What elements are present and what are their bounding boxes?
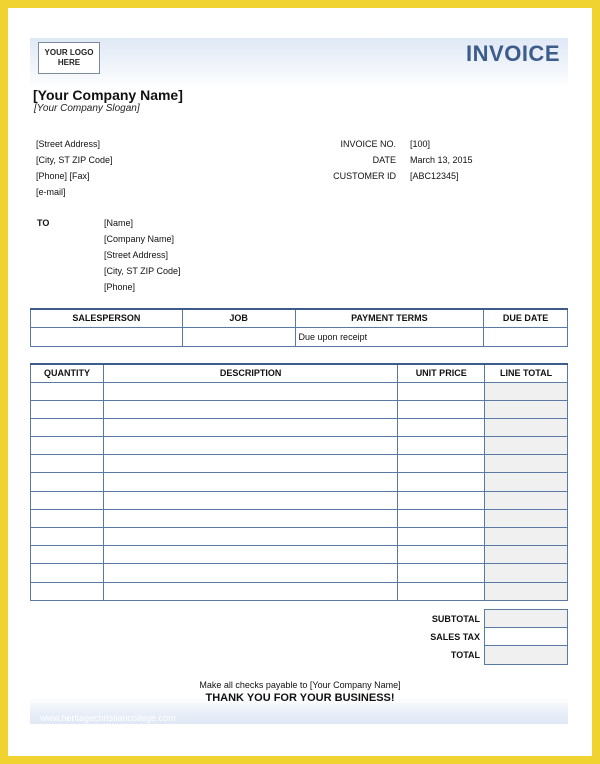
checks-payable-note: Make all checks payable to [Your Company Name] xyxy=(199,680,401,690)
unit-price-cell[interactable] xyxy=(398,473,485,491)
quantity-cell[interactable] xyxy=(31,455,104,473)
total-value[interactable] xyxy=(485,646,568,664)
items-table xyxy=(30,363,568,601)
item-row xyxy=(31,509,568,527)
logo-line-1: YOUR LOGO xyxy=(44,48,94,57)
invoice-page xyxy=(8,8,592,756)
job-header: JOB xyxy=(182,309,295,327)
terms-row xyxy=(31,327,568,346)
item-row xyxy=(31,382,568,400)
item-row xyxy=(31,564,568,582)
invoice-meta-labels xyxy=(333,136,396,184)
date-value: March 13, 2015 xyxy=(410,155,473,165)
sender-email: [e-mail] xyxy=(36,187,66,197)
unit-price-cell[interactable] xyxy=(398,455,485,473)
unit-price-cell[interactable] xyxy=(398,491,485,509)
recipient-phone: [Phone] xyxy=(104,282,136,292)
quantity-header: QUANTITY xyxy=(31,364,104,382)
quantity-cell[interactable] xyxy=(31,582,104,600)
line-total-cell[interactable] xyxy=(485,582,568,600)
logo-placeholder xyxy=(38,42,100,74)
customer-id-label: CUSTOMER ID xyxy=(333,171,396,181)
line-total-cell[interactable] xyxy=(485,418,568,436)
subtotal-row xyxy=(30,610,568,628)
item-row xyxy=(31,491,568,509)
item-row xyxy=(31,437,568,455)
unit-price-cell[interactable] xyxy=(398,382,485,400)
unit-price-cell[interactable] xyxy=(398,509,485,527)
sales-tax-row xyxy=(30,628,568,646)
description-cell[interactable] xyxy=(103,437,397,455)
description-cell[interactable] xyxy=(103,491,397,509)
description-cell[interactable] xyxy=(103,400,397,418)
items-header-row xyxy=(31,364,568,382)
watermark: www.heritagechristiancollege.com xyxy=(40,713,176,723)
quantity-cell[interactable] xyxy=(31,473,104,491)
thank-you-message: THANK YOU FOR YOUR BUSINESS! xyxy=(205,692,395,704)
total-row xyxy=(30,646,568,664)
recipient-city: [City, ST ZIP Code] xyxy=(104,266,181,276)
invoice-no-value: [100] xyxy=(410,139,431,149)
line-total-cell[interactable] xyxy=(485,546,568,564)
quantity-cell[interactable] xyxy=(31,382,104,400)
item-row xyxy=(31,473,568,491)
unit-price-cell[interactable] xyxy=(398,564,485,582)
payment-terms-cell[interactable]: Due upon receipt xyxy=(295,327,484,346)
description-cell[interactable] xyxy=(103,455,397,473)
description-cell[interactable] xyxy=(103,418,397,436)
description-cell[interactable] xyxy=(103,564,397,582)
quantity-cell[interactable] xyxy=(31,564,104,582)
description-cell[interactable] xyxy=(103,582,397,600)
item-row xyxy=(31,400,568,418)
items-body xyxy=(31,382,568,600)
due-date-header: DUE DATE xyxy=(484,309,568,327)
unit-price-cell[interactable] xyxy=(398,582,485,600)
line-total-header: LINE TOTAL xyxy=(485,364,568,382)
item-row xyxy=(31,528,568,546)
line-total-cell[interactable] xyxy=(485,473,568,491)
sender-street: [Street Address] xyxy=(36,139,101,149)
date-label: DATE xyxy=(372,155,396,165)
line-total-cell[interactable] xyxy=(485,437,568,455)
invoice-title: INVOICE xyxy=(466,41,560,66)
unit-price-cell[interactable] xyxy=(398,400,485,418)
logo-line-2: HERE xyxy=(57,58,81,67)
unit-price-cell[interactable] xyxy=(398,418,485,436)
salesperson-cell[interactable] xyxy=(31,327,183,346)
quantity-cell[interactable] xyxy=(31,491,104,509)
description-cell[interactable] xyxy=(103,509,397,527)
unit-price-cell[interactable] xyxy=(398,528,485,546)
line-total-cell[interactable] xyxy=(485,528,568,546)
recipient-company: [Company Name] xyxy=(104,234,175,244)
recipient-street: [Street Address] xyxy=(104,250,169,260)
terms-table xyxy=(30,308,568,347)
unit-price-header: UNIT PRICE xyxy=(398,364,485,382)
terms-header-row xyxy=(31,309,568,327)
description-cell[interactable] xyxy=(103,382,397,400)
quantity-cell[interactable] xyxy=(31,400,104,418)
quantity-cell[interactable] xyxy=(31,528,104,546)
quantity-cell[interactable] xyxy=(31,437,104,455)
line-total-cell[interactable] xyxy=(485,564,568,582)
invoice-meta-values xyxy=(410,136,473,184)
subtotal-label: SUBTOTAL xyxy=(431,613,481,624)
line-total-cell[interactable] xyxy=(485,455,568,473)
salesperson-header: SALESPERSON xyxy=(31,309,183,327)
customer-id-value: [ABC12345] xyxy=(410,171,459,181)
description-cell[interactable] xyxy=(103,473,397,491)
sales-tax-label: SALES TAX xyxy=(430,631,481,642)
line-total-cell[interactable] xyxy=(485,491,568,509)
quantity-cell[interactable] xyxy=(31,546,104,564)
company-slogan: [Your Company Slogan] xyxy=(34,103,140,114)
item-row xyxy=(31,455,568,473)
quantity-cell[interactable] xyxy=(31,509,104,527)
item-row xyxy=(31,546,568,564)
unit-price-cell[interactable] xyxy=(398,546,485,564)
total-label: TOTAL xyxy=(450,649,481,660)
job-cell[interactable] xyxy=(182,327,295,346)
line-total-cell[interactable] xyxy=(485,509,568,527)
description-cell[interactable] xyxy=(103,528,397,546)
invoice-no-label: INVOICE NO. xyxy=(340,139,396,149)
subtotal-value[interactable] xyxy=(485,610,568,628)
line-total-cell[interactable] xyxy=(485,382,568,400)
line-total-cell[interactable] xyxy=(485,400,568,418)
description-header: DESCRIPTION xyxy=(103,364,397,382)
sales-tax-value[interactable] xyxy=(485,628,568,646)
sender-address xyxy=(36,136,113,200)
recipient-address xyxy=(104,215,181,295)
item-row xyxy=(31,582,568,600)
payment-terms-header: PAYMENT TERMS xyxy=(295,309,484,327)
quantity-cell[interactable] xyxy=(31,418,104,436)
unit-price-cell[interactable] xyxy=(398,437,485,455)
item-row xyxy=(31,418,568,436)
description-cell[interactable] xyxy=(103,546,397,564)
totals-table xyxy=(30,609,568,665)
to-label: TO xyxy=(37,218,50,228)
sender-phone-fax: [Phone] [Fax] xyxy=(36,171,90,181)
company-name: [Your Company Name] xyxy=(33,87,183,103)
recipient-name: [Name] xyxy=(104,218,134,228)
due-date-cell[interactable] xyxy=(484,327,568,346)
sender-city: [City, ST ZIP Code] xyxy=(36,155,113,165)
